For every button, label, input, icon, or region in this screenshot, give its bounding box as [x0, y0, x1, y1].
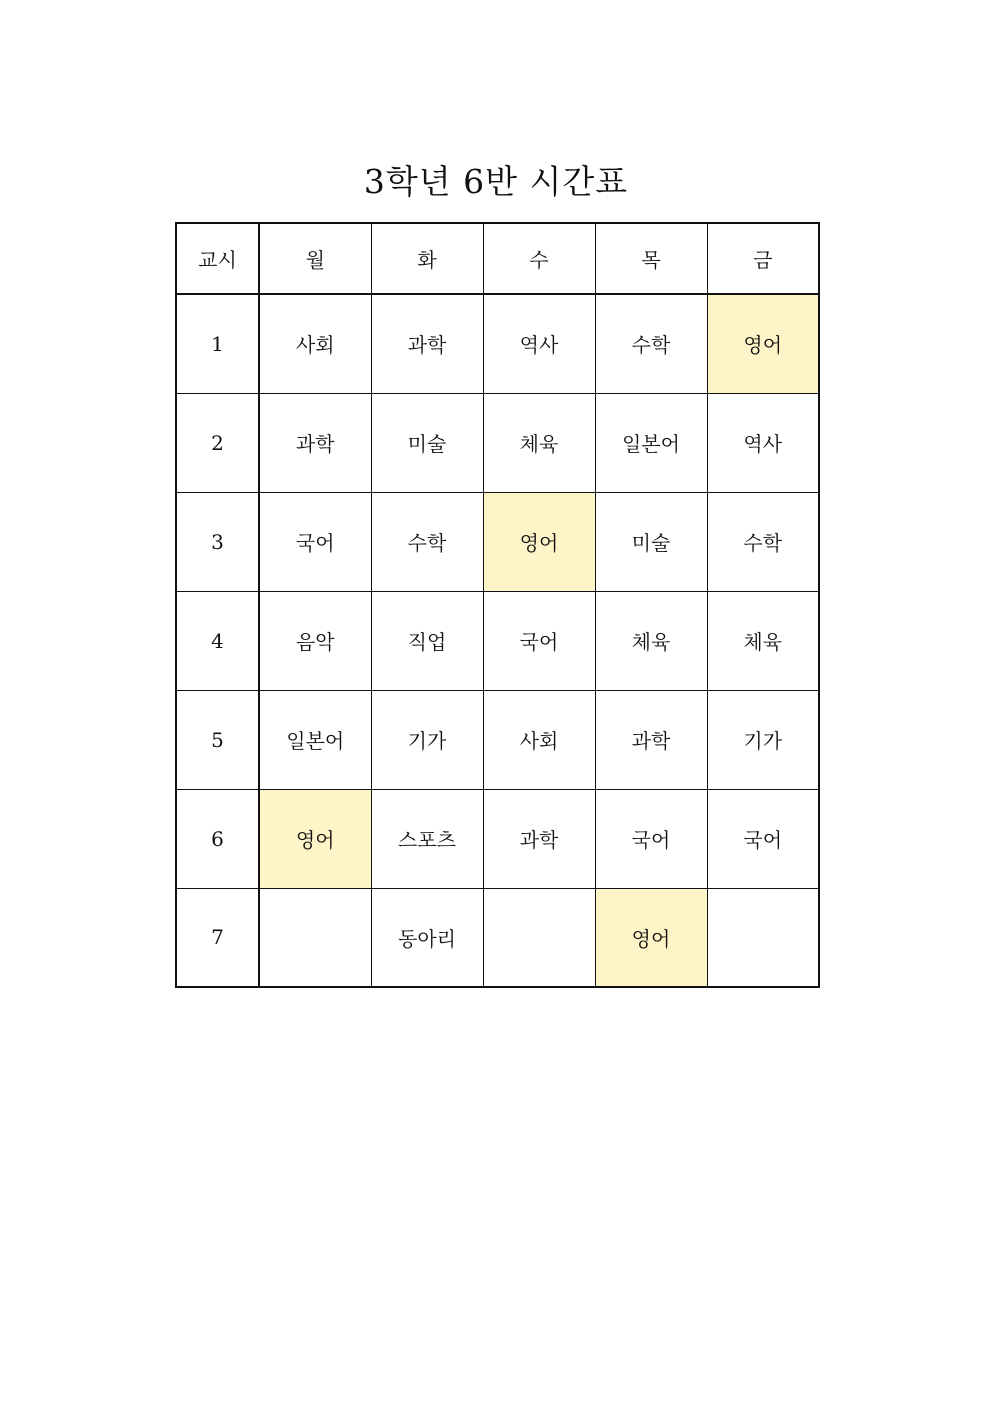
table-row — [176, 492, 819, 591]
subject-cell-mon: 음악 — [259, 591, 371, 690]
subject-cell-tue: 과학 — [371, 294, 483, 393]
page-title: 3학년 6반 시간표 — [363, 162, 629, 201]
subject-cell-tue: 수학 — [371, 492, 483, 591]
header-tue: 화 — [371, 223, 483, 294]
subject-cell-mon: 국어 — [259, 492, 371, 591]
table-row — [176, 393, 819, 492]
period-cell: 1 — [176, 294, 259, 393]
timetable — [175, 222, 820, 988]
subject-cell-thu: 국어 — [595, 789, 707, 888]
table-row — [176, 294, 819, 393]
subject-cell-thu: 영어 — [595, 888, 707, 987]
subject-cell-mon: 과학 — [259, 393, 371, 492]
table-row — [176, 690, 819, 789]
subject-cell-fri: 영어 — [707, 294, 819, 393]
subject-cell-wed: 국어 — [483, 591, 595, 690]
subject-cell-wed: 과학 — [483, 789, 595, 888]
subject-cell-mon: 사회 — [259, 294, 371, 393]
subject-cell-mon — [259, 888, 371, 987]
subject-cell-thu: 수학 — [595, 294, 707, 393]
subject-cell-tue: 동아리 — [371, 888, 483, 987]
subject-cell-thu: 과학 — [595, 690, 707, 789]
subject-cell-wed: 영어 — [483, 492, 595, 591]
subject-cell-mon: 일본어 — [259, 690, 371, 789]
subject-cell-thu: 미술 — [595, 492, 707, 591]
subject-cell-thu: 체육 — [595, 591, 707, 690]
subject-cell-wed — [483, 888, 595, 987]
header-mon: 월 — [259, 223, 371, 294]
subject-cell-tue: 기가 — [371, 690, 483, 789]
period-cell: 7 — [176, 888, 259, 987]
subject-cell-tue: 직업 — [371, 591, 483, 690]
subject-cell-wed: 사회 — [483, 690, 595, 789]
subject-cell-fri — [707, 888, 819, 987]
subject-cell-fri: 역사 — [707, 393, 819, 492]
header-thu: 목 — [595, 223, 707, 294]
table-row — [176, 789, 819, 888]
header-fri: 금 — [707, 223, 819, 294]
period-cell: 3 — [176, 492, 259, 591]
header-period: 교시 — [176, 223, 259, 294]
timetable-body — [176, 294, 819, 987]
subject-cell-wed: 체육 — [483, 393, 595, 492]
period-cell: 2 — [176, 393, 259, 492]
period-cell: 6 — [176, 789, 259, 888]
subject-cell-fri: 수학 — [707, 492, 819, 591]
subject-cell-fri: 기가 — [707, 690, 819, 789]
subject-cell-mon: 영어 — [259, 789, 371, 888]
subject-cell-tue: 미술 — [371, 393, 483, 492]
table-row — [176, 888, 819, 987]
subject-cell-thu: 일본어 — [595, 393, 707, 492]
subject-cell-fri: 국어 — [707, 789, 819, 888]
table-row — [176, 591, 819, 690]
subject-cell-fri: 체육 — [707, 591, 819, 690]
period-cell: 4 — [176, 591, 259, 690]
period-cell: 5 — [176, 690, 259, 789]
timetable-header-row — [176, 223, 819, 294]
subject-cell-tue: 스포츠 — [371, 789, 483, 888]
header-wed: 수 — [483, 223, 595, 294]
subject-cell-wed: 역사 — [483, 294, 595, 393]
